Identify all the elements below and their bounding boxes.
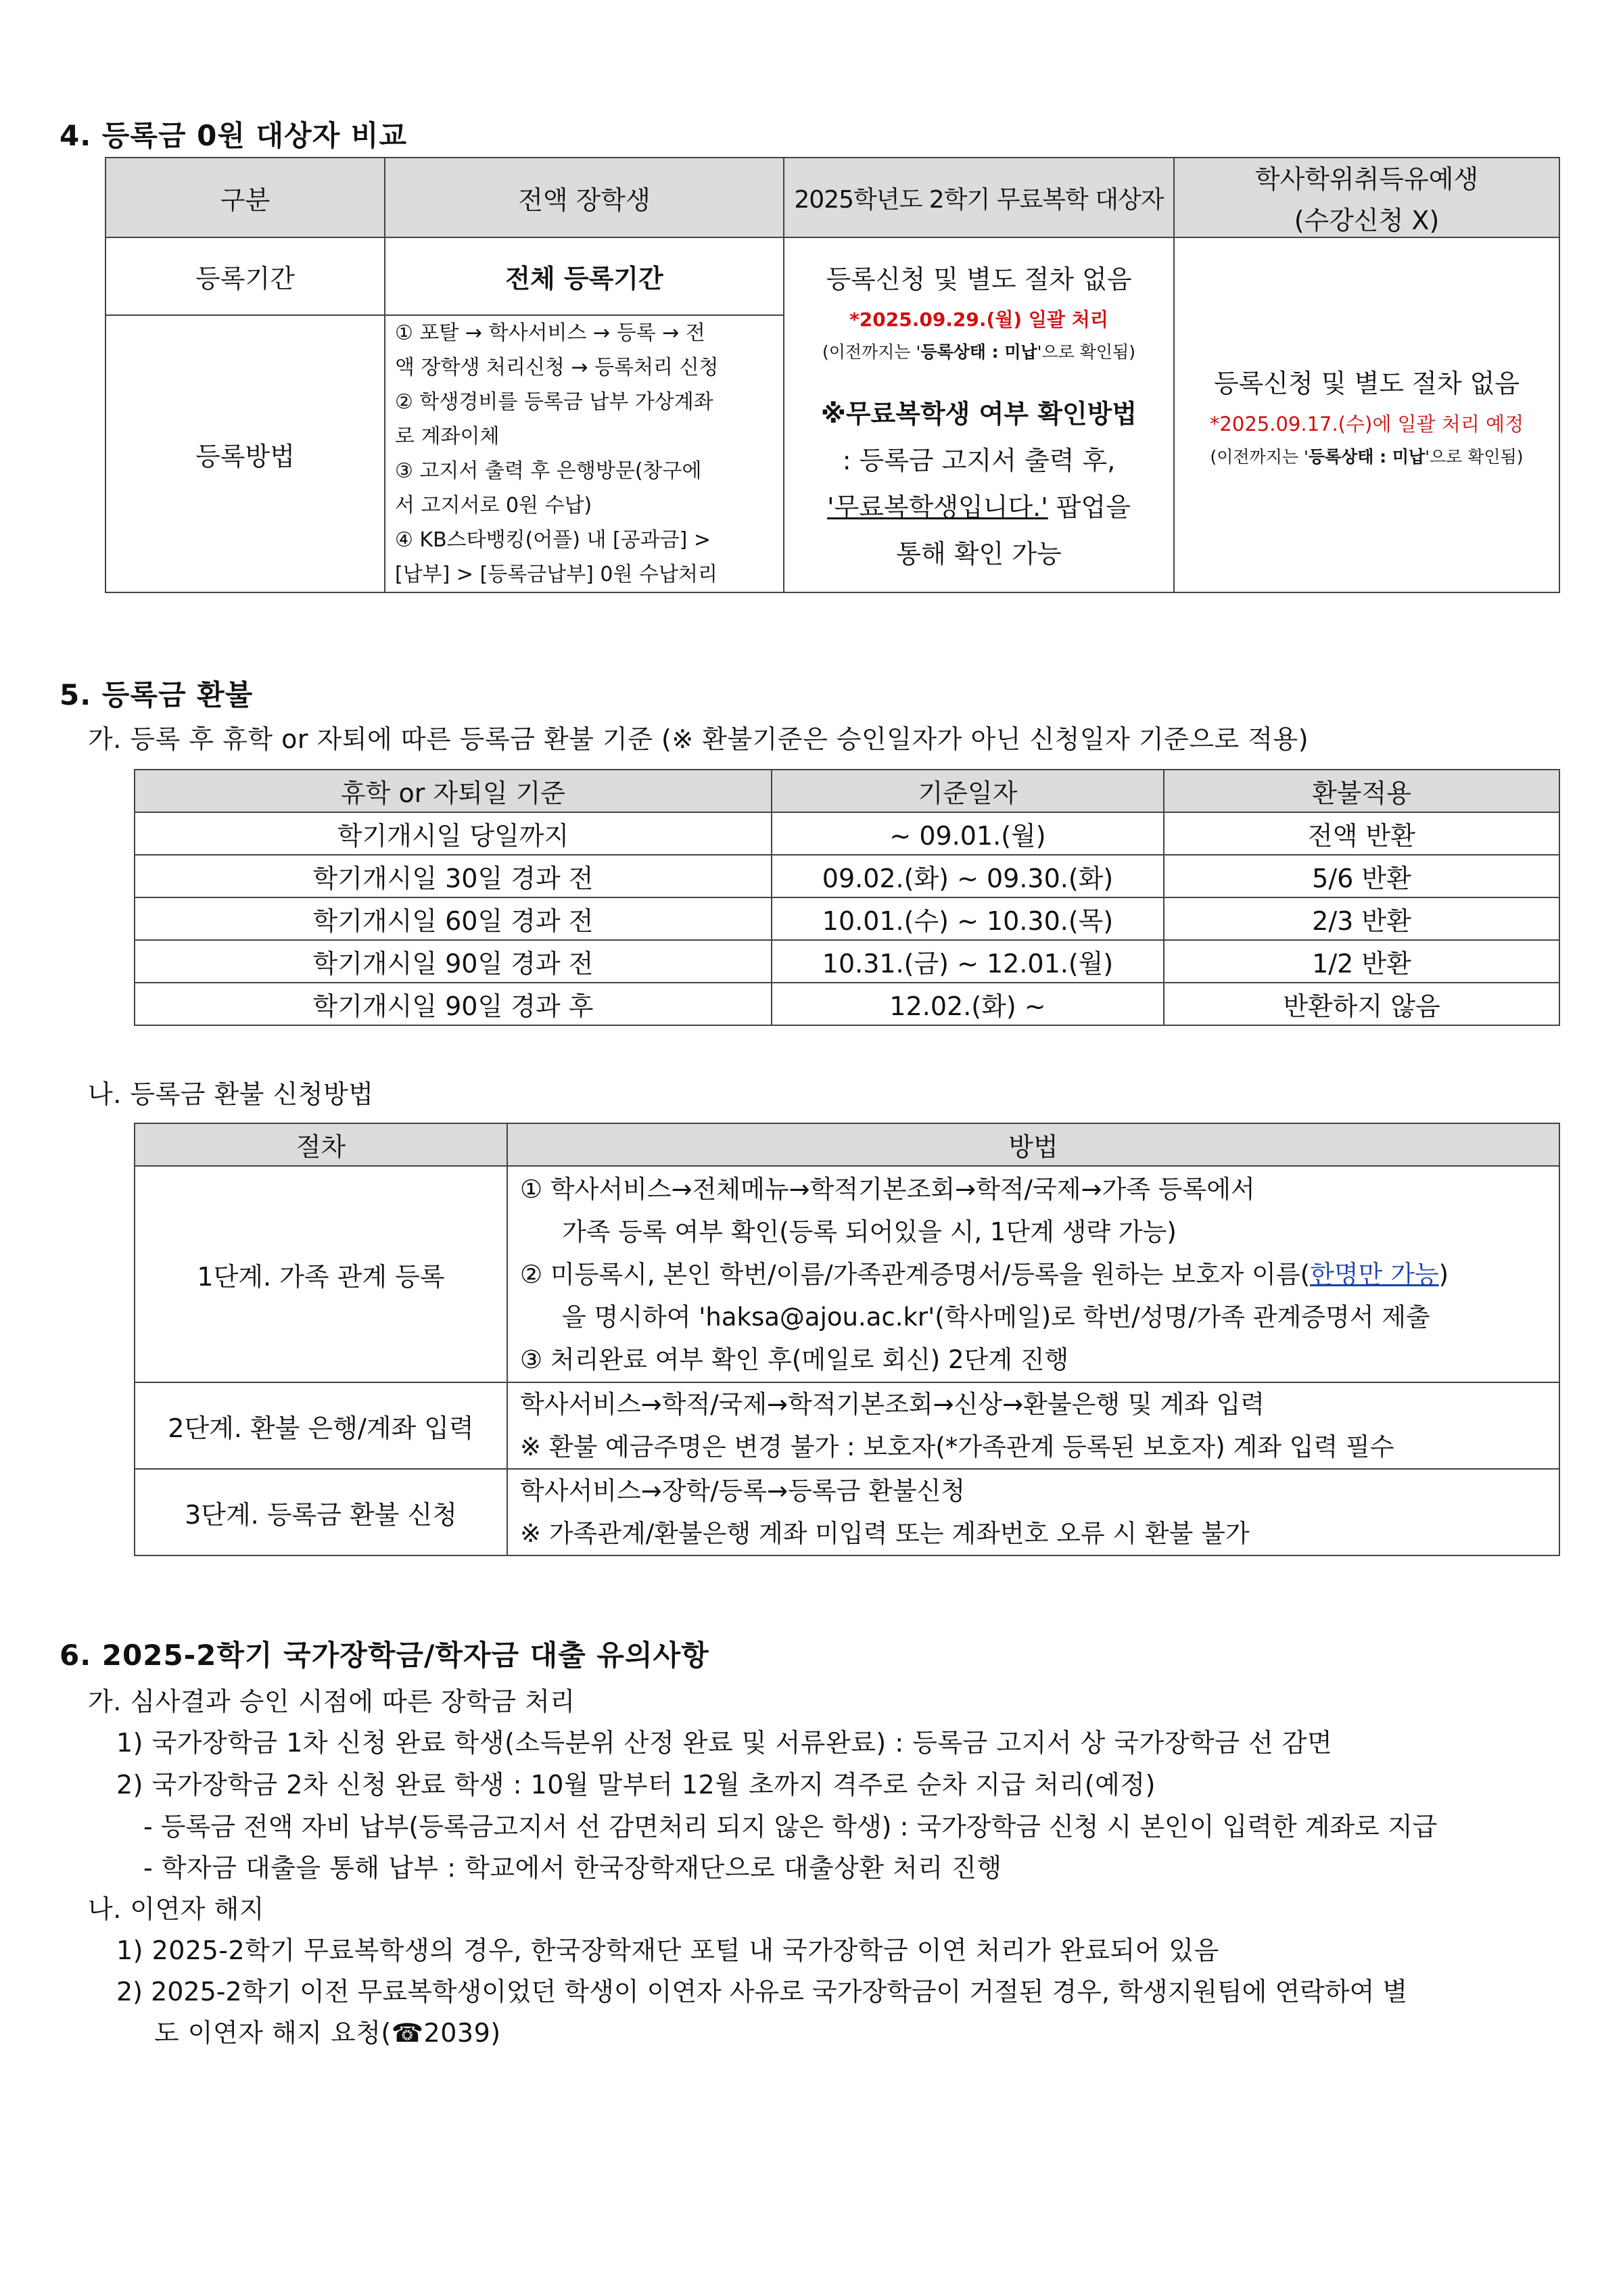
- refund-basis-cell: 학기개시일 90일 경과 후: [135, 983, 772, 1025]
- refund-procedure-table: [134, 1123, 1560, 1556]
- refund-header-date: 기준일자: [772, 770, 1164, 812]
- sec6-ga1: 1) 국가장학금 1차 신청 완료 학생(소득분위 산정 완료 및 서류완료) : 등록금 고지서 상 국가장학금 선 감면: [116, 1728, 1333, 1758]
- free-return-cell: [784, 237, 1174, 592]
- free-return-status-note: (이전까지는 '등록상태 : 미납'으로 확인됨): [822, 342, 1135, 362]
- method-line: ④ KB스타뱅킹(어플) 내 [공과금] >: [395, 528, 711, 552]
- refund-basis-cell: 학기개시일 90일 경과 전: [135, 940, 772, 983]
- method-line: 액 장학생 처리신청 → 등록처리 신청: [395, 356, 719, 379]
- row-registration-period-label: 등록기간: [105, 237, 385, 315]
- refund-apply-cell: 5/6 반환: [1164, 855, 1559, 897]
- section-6-heading: 6. 2025-2학기 국가장학금/학자금 대출 유의사항: [60, 1639, 709, 1672]
- step1-line2: 가족 등록 여부 확인(등록 되어있을 시, 1단계 생략 가능): [562, 1217, 1177, 1246]
- refund-criteria-subheading: 가. 등록 후 휴학 or 자퇴에 따른 등록금 환불 기준 (※ 환불기준은 승인일자가 아닌 신청일자 기준으로 적용): [88, 724, 1309, 754]
- refund-method-subheading: 나. 등록금 환불 신청방법: [88, 1079, 374, 1109]
- refund-date-cell: 12.02.(화) ~: [772, 983, 1164, 1025]
- refund-apply-cell: 2/3 반환: [1164, 897, 1559, 940]
- degree-deferral-status-note: (이전까지는 '등록상태 : 미납'으로 확인됨): [1210, 446, 1524, 467]
- step1-line5: ③ 처리완료 여부 확인 후(메일로 회신) 2단계 진행: [520, 1344, 1069, 1374]
- refund-date-cell: 09.02.(화) ~ 09.30.(화): [772, 855, 1164, 897]
- step2-line1: 학사서비스→학적/국제→학적기본조회→신상→환불은행 및 계좌 입력: [520, 1390, 1265, 1419]
- degree-deferral-date: *2025.09.17.(수)에 일괄 처리 예정: [1209, 412, 1524, 436]
- sec6-ga: 가. 심사결과 승인 시점에 따른 장학금 처리: [88, 1687, 575, 1716]
- free-return-check-title: ※무료복학생 여부 확인방법: [820, 399, 1137, 429]
- refund-apply-cell: 1/2 반환: [1164, 940, 1559, 983]
- refund-basis-cell: 학기개시일 30일 경과 전: [135, 855, 772, 897]
- table-row: [135, 1166, 1559, 1382]
- sec6-ga2b: - 학자금 대출을 통해 납부 : 학교에서 한국장학재단으로 대출상환 처리 진행: [143, 1853, 1002, 1883]
- step1-line3: ② 미등록시, 본인 학번/이름/가족관계증명서/등록을 원하는 보호자 이름(한명만 가능): [520, 1259, 1449, 1289]
- refund-apply-cell: 반환하지 않음: [1164, 983, 1559, 1025]
- header-degree-deferral-line1: 학사학위취득유예생: [1254, 164, 1479, 194]
- header-free-return: 2025학년도 2학기 무료복학 대상자: [784, 158, 1174, 237]
- refund-date-cell: ~ 09.01.(월): [772, 812, 1164, 855]
- table-row: [135, 897, 1559, 940]
- refund-header-basis: 휴학 or 자퇴일 기준: [135, 770, 772, 812]
- refund-apply-cell: 전액 반환: [1164, 812, 1559, 855]
- refund-criteria-table: [134, 769, 1560, 1026]
- sec6-na1: 1) 2025-2학기 무료복학생의 경우, 한국장학재단 포털 내 국가장학금 이연 처리가 완료되어 있음: [116, 1936, 1219, 1965]
- method-line: ① 포탈 → 학사서비스 → 등록 → 전: [395, 321, 705, 345]
- sec6-na2: 2) 2025-2학기 이전 무료복학생이었던 학생이 이연자 사유로 국가장학금이 거절된 경우, 학생지원팀에 연락하여 별: [116, 1977, 1408, 2007]
- sec6-ga2a: - 등록금 전액 자비 납부(등록금고지서 선 감면처리 되지 않은 학생) : 국가장학금 신청 시 본인이 입력한 계좌로 지급: [143, 1812, 1438, 1842]
- sec6-na: 나. 이연자 해지: [88, 1894, 264, 1924]
- method-line: [납부] > [등록금납부] 0원 수납처리: [395, 563, 718, 586]
- step3-label: 3단계. 등록금 환불 신청: [135, 1469, 507, 1555]
- header-degree-deferral-line2: (수강신청 X): [1294, 206, 1440, 235]
- table-row: [135, 1469, 1559, 1555]
- step3-line1: 학사서비스→장학/등록→등록금 환불신청: [520, 1476, 966, 1505]
- table-row: [135, 940, 1559, 983]
- header-degree-deferral: [1174, 158, 1559, 237]
- step3-line2: ※ 가족관계/환불은행 계좌 미입력 또는 계좌번호 오류 시 환불 불가: [520, 1519, 1250, 1548]
- method-line: ③ 고지서 출력 후 은행방문(창구에: [395, 459, 702, 483]
- refund-basis-cell: 학기개시일 당일까지: [135, 812, 772, 855]
- free-return-check-line2: '무료복학생입니다.' 팝업을: [827, 492, 1131, 522]
- degree-deferral-cell: [1174, 237, 1559, 592]
- step1-method: [507, 1166, 1559, 1382]
- refund-header-apply: 환불적용: [1164, 770, 1559, 812]
- free-return-no-procedure: 등록신청 및 별도 절차 없음: [826, 264, 1132, 294]
- method-line: ② 학생경비를 등록금 납부 가상계좌: [395, 390, 713, 414]
- degree-deferral-no-procedure: 등록신청 및 별도 절차 없음: [1213, 368, 1520, 398]
- refund-basis-cell: 학기개시일 60일 경과 전: [135, 897, 772, 940]
- method-line: 서 고지서로 0원 수납): [395, 494, 592, 517]
- step2-line2: ※ 환불 예금주명은 변경 불가 : 보호자(*가족관계 등록된 보호자) 계좌 입력 필수: [520, 1432, 1394, 1461]
- section-5-heading: 5. 등록금 환불: [60, 678, 254, 711]
- procedure-header-step: 절차: [135, 1123, 507, 1166]
- sec6-ga2: 2) 국가장학금 2차 신청 완료 학생 : 10월 말부터 12월 초까지 격주로 순차 지급 처리(예정): [116, 1770, 1156, 1800]
- refund-date-cell: 10.01.(수) ~ 10.30.(목): [772, 897, 1164, 940]
- table-row: [135, 812, 1559, 855]
- header-full-scholarship: 전액 장학생: [385, 158, 784, 237]
- step2-label: 2단계. 환불 은행/계좌 입력: [135, 1382, 507, 1469]
- step3-method: [507, 1469, 1559, 1555]
- section-4-heading: 4. 등록금 0원 대상자 비교: [60, 119, 408, 152]
- sec6-na2b: 도 이연자 해지 요청(☎2039): [154, 2018, 501, 2048]
- free-return-check-line1: : 등록금 고지서 출력 후,: [842, 446, 1116, 475]
- step1-label: 1단계. 가족 관계 등록: [135, 1166, 507, 1382]
- free-return-check-line3: 통해 확인 가능: [896, 539, 1062, 569]
- table-row: [135, 1382, 1559, 1469]
- step1-line4: 을 명시하여 'haksa@ajou.ac.kr'(학사메일)로 학번/성명/가족 관계증명서 제출: [562, 1302, 1430, 1332]
- header-category: 구분: [105, 158, 385, 237]
- step2-method: [507, 1382, 1559, 1469]
- table-row: [135, 855, 1559, 897]
- step1-line1: ① 학사서비스→전체메뉴→학적기본조회→학적/국제→가족 등록에서: [520, 1174, 1255, 1204]
- method-line: 로 계좌이체: [395, 425, 500, 448]
- full-scholarship-period: 전체 등록기간: [385, 237, 784, 315]
- row-registration-method-label: 등록방법: [105, 315, 385, 592]
- free-return-date: *2025.09.29.(월) 일괄 처리: [849, 308, 1108, 331]
- full-scholarship-method: [385, 315, 784, 592]
- refund-date-cell: 10.31.(금) ~ 12.01.(월): [772, 940, 1164, 983]
- procedure-header-method: 방법: [507, 1123, 1559, 1166]
- zero-tuition-comparison-table: [105, 157, 1560, 593]
- table-row: [135, 983, 1559, 1025]
